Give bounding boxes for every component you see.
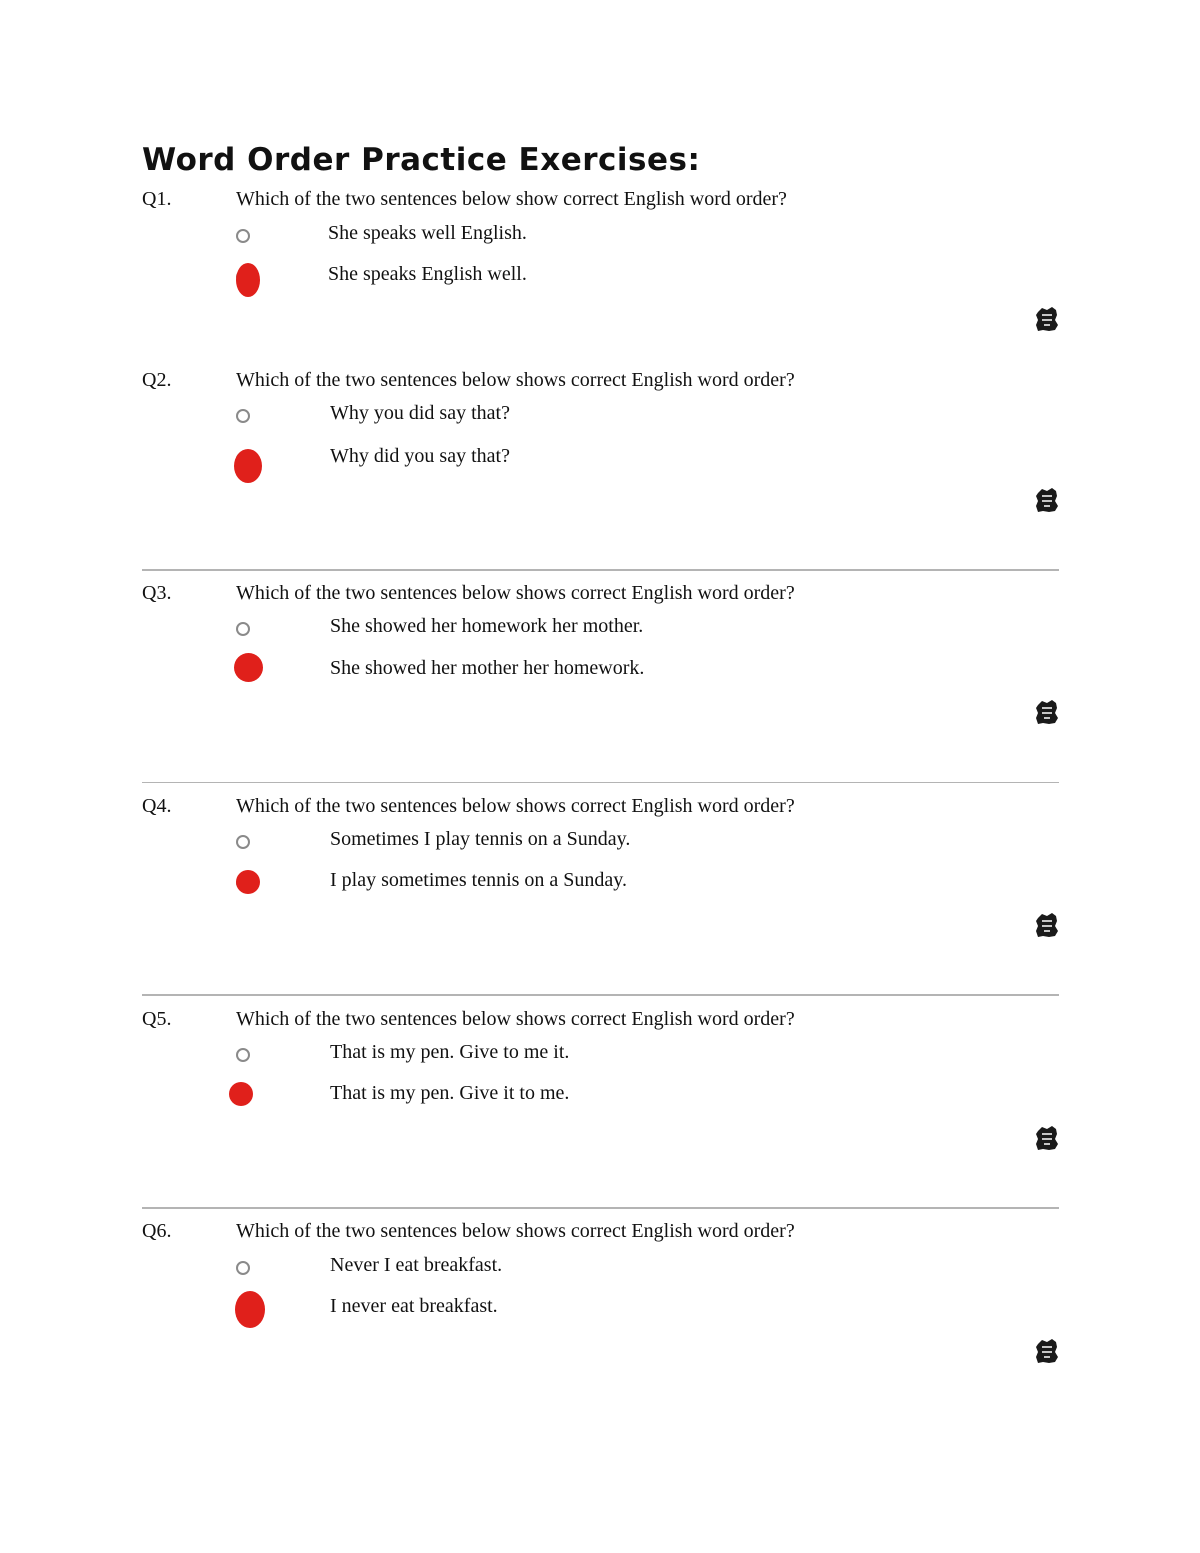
question-text: Which of the two sentences below shows correct English word order? xyxy=(236,1220,795,1242)
check-answer-icon[interactable] xyxy=(1035,699,1059,725)
option-1[interactable] xyxy=(236,828,936,862)
option-1[interactable] xyxy=(236,222,936,256)
question-divider xyxy=(142,994,1059,996)
check-answer-icon[interactable] xyxy=(1035,306,1059,332)
question-number: Q6. xyxy=(142,1220,172,1242)
question-divider xyxy=(142,782,1059,783)
option-1[interactable] xyxy=(236,1254,936,1288)
question-number: Q5. xyxy=(142,1008,172,1030)
radio-button[interactable] xyxy=(236,1261,250,1275)
question-text: Which of the two sentences below shows correct English word order? xyxy=(236,795,795,817)
question-text: Which of the two sentences below shows correct English word order? xyxy=(236,582,795,604)
page-title: Word Order Practice Exercises: xyxy=(142,142,701,178)
option-2[interactable] xyxy=(236,1082,936,1116)
question-number: Q4. xyxy=(142,795,172,817)
option-label: She showed her homework her mother. xyxy=(330,615,644,637)
answer-mark xyxy=(229,1082,253,1106)
option-label: Never I eat breakfast. xyxy=(330,1254,503,1276)
question-text: Which of the two sentences below shows correct English word order? xyxy=(236,369,795,391)
option-2[interactable] xyxy=(236,869,936,903)
radio-button[interactable] xyxy=(236,835,250,849)
question-divider xyxy=(142,569,1059,571)
option-2[interactable] xyxy=(236,445,936,479)
question-text: Which of the two sentences below shows correct English word order? xyxy=(236,1008,795,1030)
check-answer-icon[interactable] xyxy=(1035,487,1059,513)
option-1[interactable] xyxy=(236,615,936,649)
question-divider xyxy=(142,1207,1059,1209)
question-text: Which of the two sentences below show correct English word order? xyxy=(236,188,787,210)
option-label: That is my pen. Give to me it. xyxy=(330,1041,570,1063)
option-label: Why did you say that? xyxy=(330,445,510,467)
option-1[interactable] xyxy=(236,1041,936,1075)
answer-mark xyxy=(235,1291,265,1328)
option-label: I play sometimes tennis on a Sunday. xyxy=(330,869,627,891)
radio-button[interactable] xyxy=(236,1048,250,1062)
answer-mark xyxy=(236,870,260,894)
answer-mark xyxy=(234,449,262,483)
radio-button[interactable] xyxy=(236,229,250,243)
option-1[interactable] xyxy=(236,402,936,436)
radio-button[interactable] xyxy=(236,409,250,423)
check-answer-icon[interactable] xyxy=(1035,1125,1059,1151)
answer-mark xyxy=(234,653,263,682)
question-number: Q1. xyxy=(142,188,172,210)
option-label: I never eat breakfast. xyxy=(330,1295,498,1317)
check-answer-icon[interactable] xyxy=(1035,912,1059,938)
answer-mark xyxy=(236,263,260,297)
option-label: That is my pen. Give it to me. xyxy=(330,1082,570,1104)
option-label: She showed her mother her homework. xyxy=(330,657,645,679)
radio-button[interactable] xyxy=(236,622,250,636)
option-label: She speaks English well. xyxy=(328,263,527,285)
check-answer-icon[interactable] xyxy=(1035,1338,1059,1364)
option-2[interactable] xyxy=(236,1295,936,1329)
option-label: Sometimes I play tennis on a Sunday. xyxy=(330,828,631,850)
question-number: Q2. xyxy=(142,369,172,391)
option-label: She speaks well English. xyxy=(328,222,527,244)
option-2[interactable] xyxy=(236,263,936,297)
option-label: Why you did say that? xyxy=(330,402,510,424)
option-2[interactable] xyxy=(236,657,936,691)
question-number: Q3. xyxy=(142,582,172,604)
